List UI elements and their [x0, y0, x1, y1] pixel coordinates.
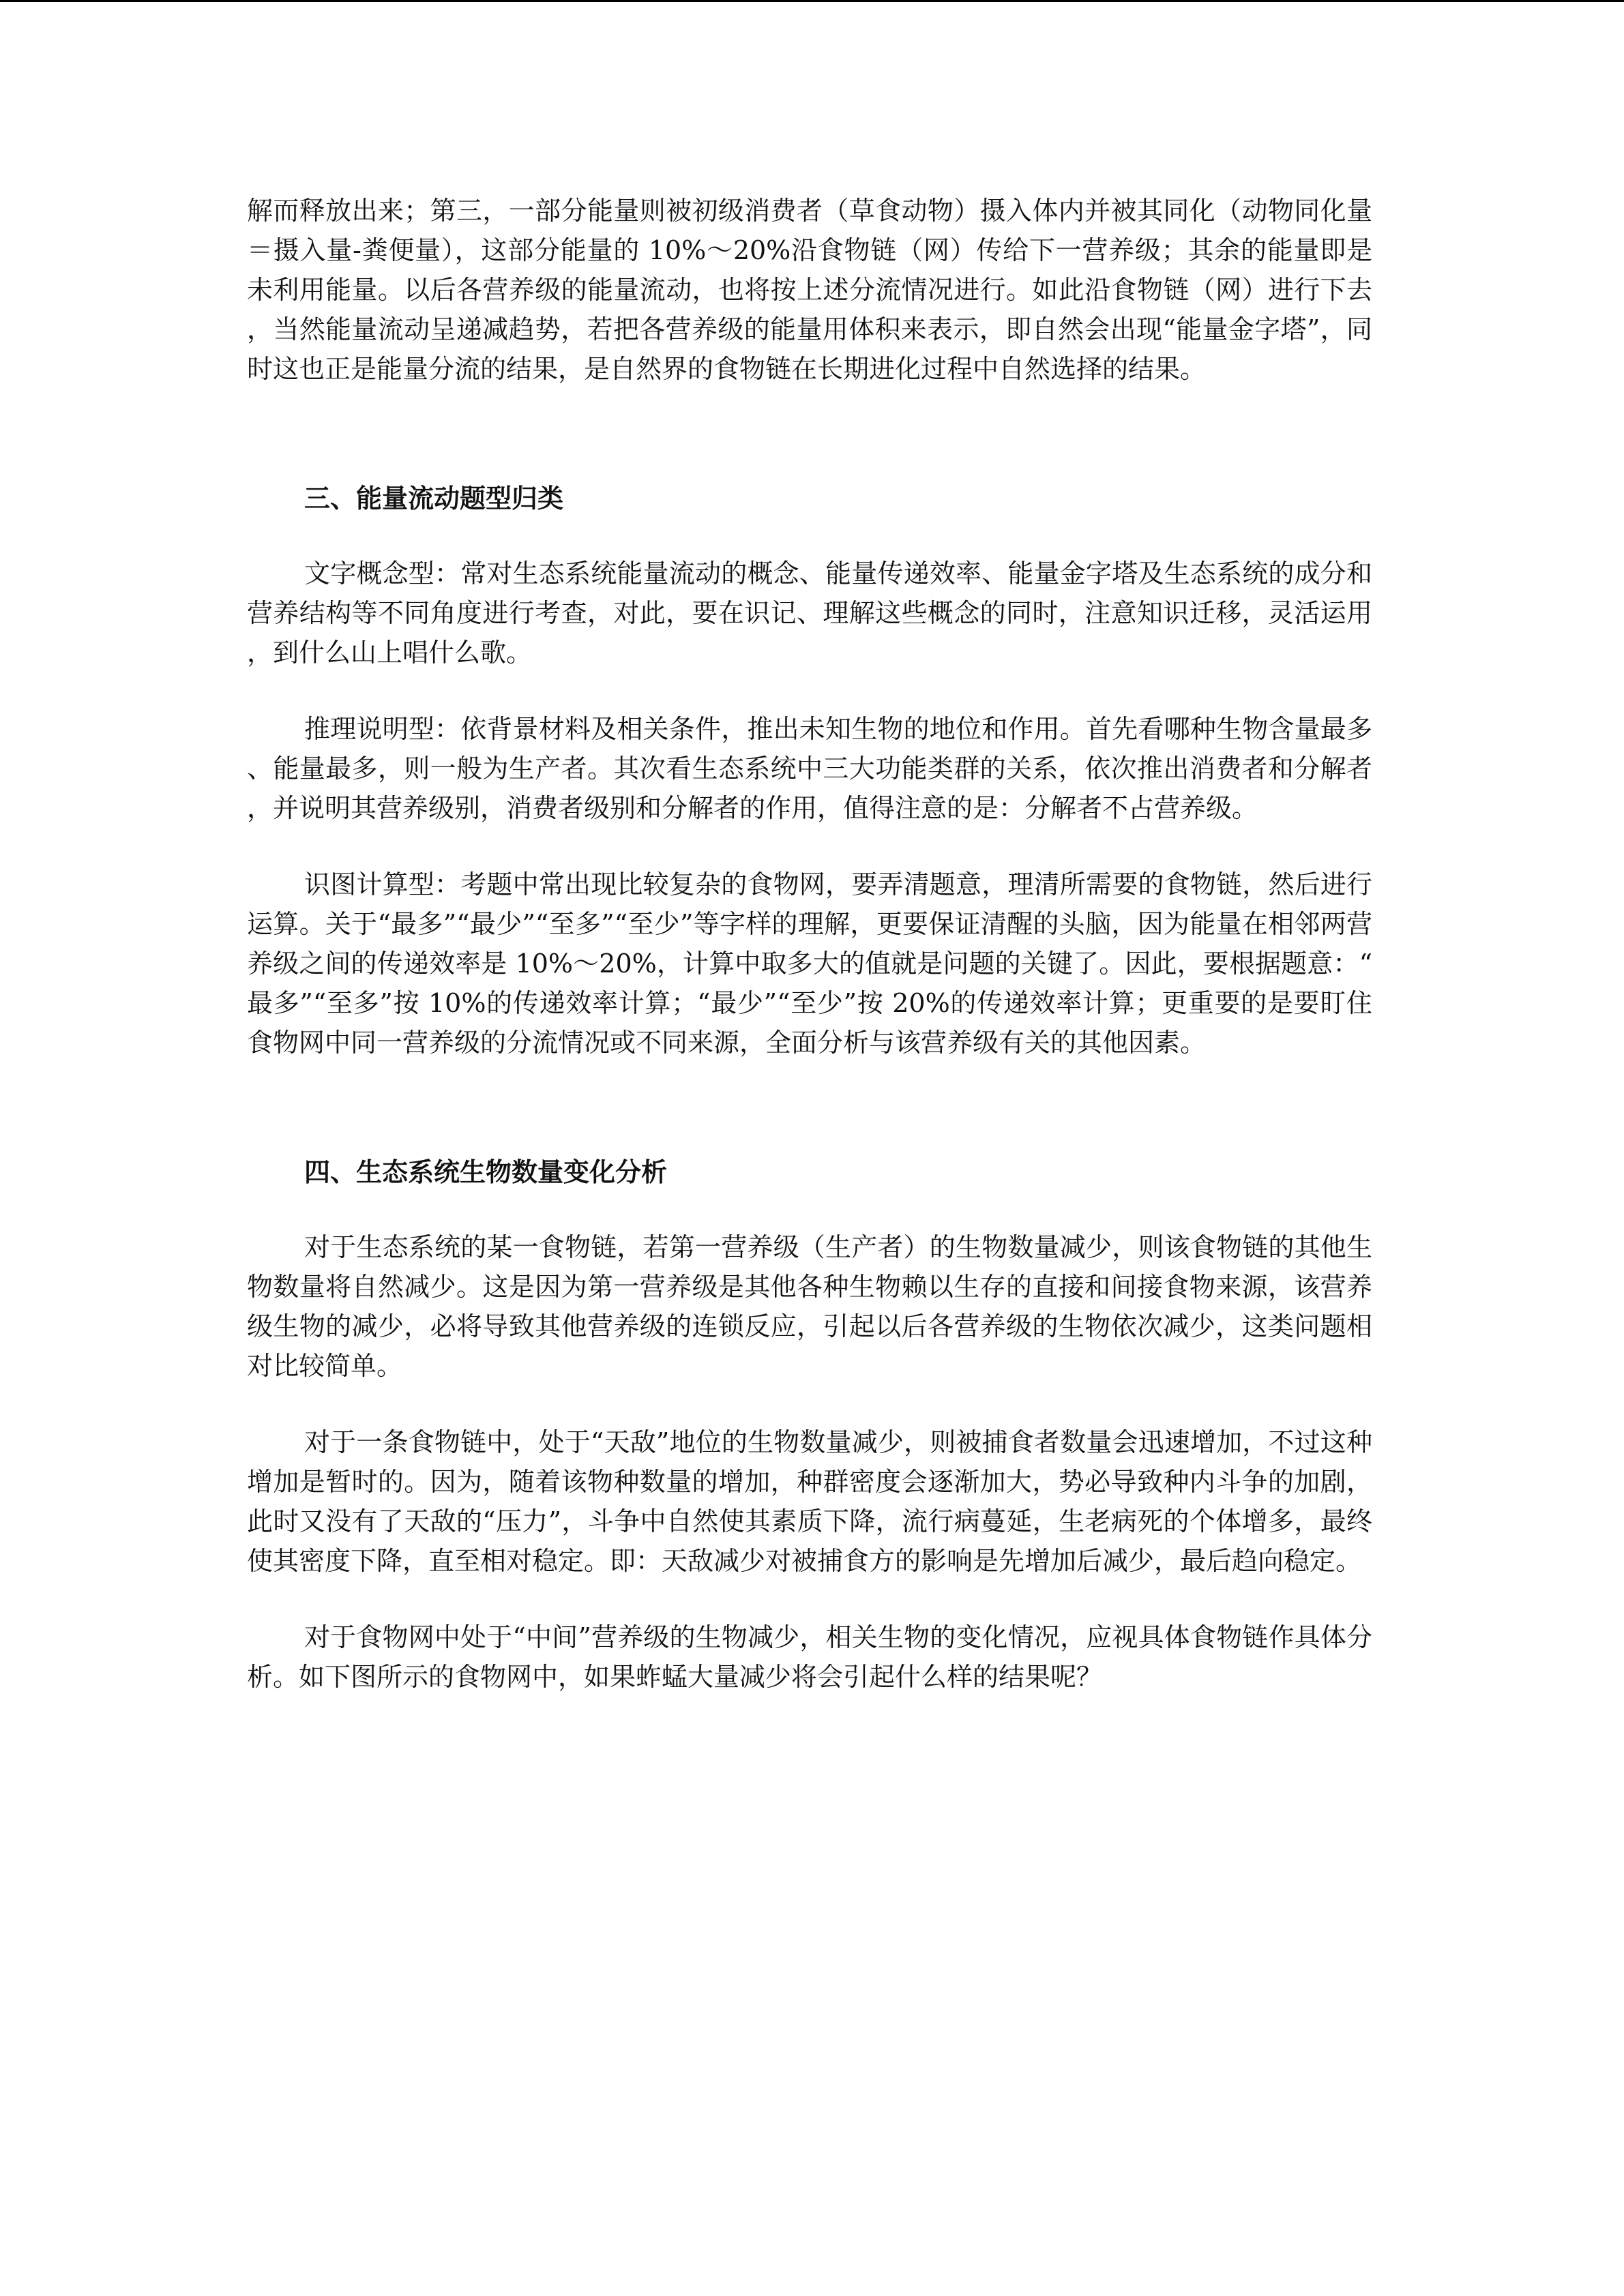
paragraph-diagram-calculation-type: 识图计算型：考题中常出现比较复杂的食物网，要弄清题意，理清所需要的食物链，然后进行运算。关于“最多”“最少”“至多”“至少”等字样的理解，更要保证清醒的头脑，因为能量在相邻两营养级之间的传递效率是 10%～20%，计算中取多大的值就是问题的关键了。因此，要根据题意：“最多”“至多”按 10%的传递效率计算；“最少”“至少”按 20%的传递效率计算；更重要的是要盯住食物网中同一营养级的分流情况或不同来源，全面分析与该营养级有关的其他因素。: [247, 869, 1372, 1058]
section-heading-energy-flow-question-types: 三、能量流动题型归类: [304, 483, 564, 513]
paragraph-predator-decrease: 对于一条食物链中，处于“天敌”地位的生物数量减少，则被捕食者数量会迅速增加，不过这种增加是暂时的。因为，随着该物种数量的增加，种群密度会逐渐加大，势必导致种内斗争的加剧，此时又没有了天敌的“压力”，斗争中自然使其素质下降，流行病蔓延，生老病死的个体增多，最终使其密度下降，直至相对稳定。即：天敌减少对被捕食方的影响是先增加后减少，最后趋向稳定。: [247, 1427, 1372, 1576]
paragraph-producer-decrease: 对于生态系统的某一食物链，若第一营养级（生产者）的生物数量减少，则该食物链的其他生物数量将自然减少。这是因为第一营养级是其他各种生物赖以生存的直接和间接食物来源，该营养级生物的减少，必将导致其他营养级的连锁反应，引起以后各营养级的生物依次减少，这类问题相对比较简单。: [247, 1232, 1372, 1381]
document-body: [247, 191, 1372, 1697]
section-heading-population-change-analysis: 四、生态系统生物数量变化分析: [304, 1157, 668, 1187]
intro-paragraph: 解而释放出来；第三，一部分能量则被初级消费者（草食动物）摄入体内并被其同化（动物同化量＝摄入量-粪便量），这部分能量的 10%～20%沿食物链（网）传给下一营养级；其余的能量即是未利用能量。以后各营养级的能量流动，也将按上述分流情况进行。如此沿食物链（网）进行下去，当然能量流动呈递减趋势，若把各营养级的能量用体积来表示，即自然会出现“能量金字塔”，同时这也正是能量分流的结果，是自然界的食物链在长期进化过程中自然选择的结果。: [247, 196, 1372, 384]
top-border-line: [0, 0, 1624, 2]
paragraph-middle-level-decrease: 对于食物网中处于“中间”营养级的生物减少，相关生物的变化情况，应视具体食物链作具体分析。如下图所示的食物网中，如果蚱蜢大量减少将会引起什么样的结果呢？: [247, 1622, 1372, 1692]
paragraph-reasoning-type: 推理说明型：依背景材料及相关条件，推出未知生物的地位和作用。首先看哪种生物含量最多、能量最多，则一般为生产者。其次看生态系统中三大功能类群的关系，依次推出消费者和分解者，并说明其营养级别，消费者级别和分解者的作用，值得注意的是：分解者不占营养级。: [247, 714, 1372, 823]
paragraph-text-concept-type: 文字概念型：常对生态系统能量流动的概念、能量传递效率、能量金字塔及生态系统的成分和营养结构等不同角度进行考查，对此，要在识记、理解这些概念的同时，注意知识迁移，灵活运用，到什么山上唱什么歌。: [247, 558, 1372, 668]
